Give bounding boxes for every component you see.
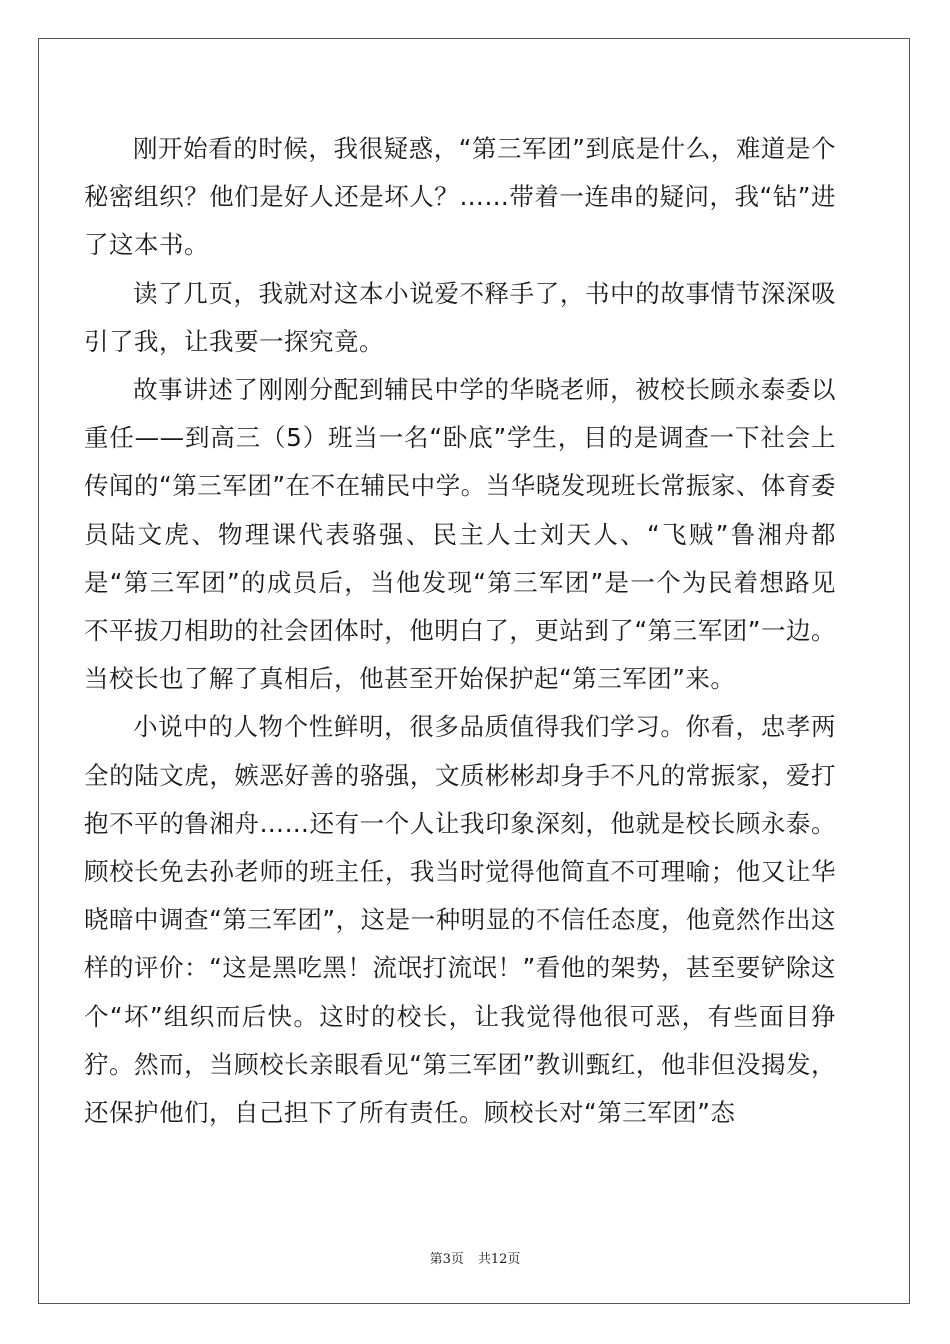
page-total: 共12页: [477, 1252, 521, 1267]
document-body: [84, 125, 836, 1137]
paragraph-3: 故事讲述了刚刚分配到辅民中学的华晓老师，被校长顾永泰委以重任——到高三（5）班当一名“卧底”学生，目的是调查一下社会上传闻的“第三军团”在不在辅民中学。当华晓发现班长常振家、体育委员陆文虎、物理课代表骆强、民主人士刘天人、“飞贼”鲁湘舟都是“第三军团”的成员后，当他发现“第三军团”是一个为民着想路见不平拔刀相助的社会团体时，他明白了，更站到了“第三军团”一边。当校长也了解了真相后，他甚至开始保护起“第三军团”来。: [84, 375, 836, 694]
paragraph-1: 刚开始看的时候，我很疑惑，“第三军团”到底是什么，难道是个秘密组织？他们是好人还是坏人？……带着一连串的疑问，我“钻”进了这本书。: [84, 134, 836, 260]
paragraph-4: 小说中的人物个性鲜明，很多品质值得我们学习。你看，忠孝两全的陆文虎，嫉恶好善的骆强，文质彬彬却身手不凡的常振家，爱打抱不平的鲁湘舟……还有一个人让我印象深刻，他就是校长顾永泰。顾校长免去孙老师的班主任，我当时觉得他简直不可理喻；他又让华晓暗中调查“第三军团”，这是一种明显的不信任态度，他竟然作出这样的评价：“这是黑吃黑！流氓打流氓！”看他的架势，甚至要铲除这个“坏”组织而后快。这时的校长，让我觉得他很可恶，有些面目狰狞。然而，当顾校长亲眼看见“第三军团”教训甄红，他非但没揭发，还保护他们，自己担下了所有责任。顾校长对“第三军团”态: [84, 712, 836, 1128]
paragraph-2: 读了几页，我就对这本小说爱不释手了，书中的故事情节深深吸引了我，让我要一探究竟。: [84, 278, 836, 356]
page-footer: [0, 1248, 950, 1267]
page-number: 第3页: [429, 1252, 464, 1267]
